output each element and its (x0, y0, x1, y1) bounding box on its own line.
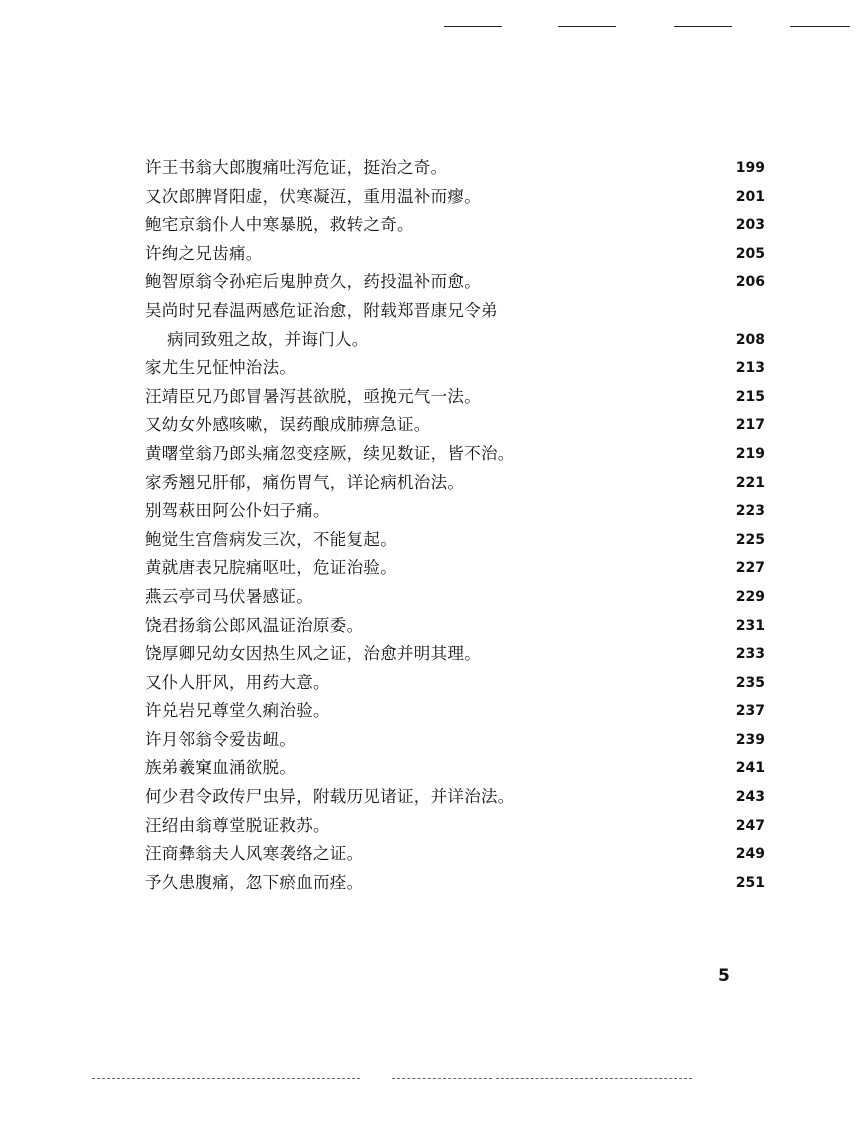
toc-entry-title (145, 440, 515, 469)
toc-entry-title-line: 予久患腹痛，忽下瘀血而痊。 (145, 872, 364, 892)
toc-entry-title (145, 297, 498, 354)
toc-entry (145, 640, 765, 669)
toc-entry-title-line: 黄曙堂翁乃郎头痛忽变痉厥，续见数证，皆不治。 (145, 443, 515, 463)
toc-entry-title (145, 497, 330, 526)
toc-entry-page: 237 (735, 703, 765, 720)
toc-entry-page: 249 (735, 846, 765, 863)
toc-entry (145, 268, 765, 297)
toc-entry-page: 233 (735, 646, 765, 663)
toc-entry-page: 215 (735, 388, 765, 405)
toc-entry-page: 201 (735, 188, 765, 205)
toc-entry-title (145, 526, 397, 555)
toc-entry-page: 231 (735, 617, 765, 634)
scan-noise-3 (496, 1078, 692, 1080)
toc-entry-title (145, 268, 481, 297)
toc-entry-page: 223 (735, 503, 765, 520)
toc-entry-title (145, 812, 330, 841)
toc-entry-title-line: 别驾萩田阿公仆妇子痛。 (145, 501, 330, 521)
toc-entry (145, 469, 765, 498)
toc-entry-title (145, 383, 481, 412)
toc-entry-title-line: 黄就唐表兄脘痛呕吐，危证治验。 (145, 558, 397, 578)
toc-entry (145, 154, 765, 183)
toc-entry (145, 411, 765, 440)
toc-entry-title (145, 354, 296, 383)
toc-entry (145, 840, 765, 869)
toc-entry-title (145, 469, 464, 498)
toc-entry (145, 669, 765, 698)
toc-entry (145, 526, 765, 555)
toc-entry-title (145, 640, 481, 669)
toc-entry-page: 213 (735, 360, 765, 377)
toc-entry-page: 208 (735, 331, 765, 348)
toc-entry-title (145, 554, 397, 583)
toc-entry-title-line: 吴尚时兄春温两感危证治愈，附载郑晋康兄令弟 (145, 300, 498, 320)
toc-entry-title (145, 612, 363, 641)
toc-entry-title-line: 汪绍由翁尊堂脱证救苏。 (145, 815, 330, 835)
toc-entry (145, 440, 765, 469)
toc-entry (145, 783, 765, 812)
toc-entry-page: 235 (735, 674, 765, 691)
toc-entry-title-line: 鲍觉生宫詹病发三次，不能复起。 (145, 529, 397, 549)
header-rule-4 (790, 26, 850, 27)
toc-entry (145, 211, 765, 240)
toc-entry-title (145, 754, 296, 783)
toc-entry-page: 247 (735, 817, 765, 834)
toc-entry (145, 697, 765, 726)
toc-entry-page: 227 (735, 560, 765, 577)
toc-entry-title-line: 鲍宅京翁仆人中寒暴脱，救转之奇。 (145, 215, 414, 235)
toc-entry-title-line: 又幼女外感咳嗽，误药酿成肺痹急证。 (145, 415, 431, 435)
header-rule-1 (444, 26, 502, 27)
header-rule-2 (558, 26, 616, 27)
toc-entry (145, 554, 765, 583)
toc-entry-title (145, 411, 431, 440)
scan-noise-2 (392, 1078, 492, 1080)
toc-entry-title-line: 家尤生兄怔忡治法。 (145, 358, 297, 378)
toc-entry (145, 612, 765, 641)
toc-entry-page: 225 (735, 531, 765, 548)
toc-entry-page: 221 (735, 474, 765, 491)
toc-entry-title-line: 鲍智原翁令孙疟后鬼肿贲久，药投温补而愈。 (145, 272, 481, 292)
toc-entry (145, 812, 765, 841)
toc-entry-title (145, 240, 263, 269)
toc-entry-title-line: 饶厚卿兄幼女因热生风之证，治愈并明其理。 (145, 644, 481, 664)
toc-entry-title-line: 许绚之兄齿痛。 (145, 243, 263, 263)
toc-entry-title-line: 许兑岩兄尊堂久痢治验。 (145, 701, 330, 721)
toc-entry (145, 726, 765, 755)
toc-entry-title-line: 族弟羲窠血涌欲脱。 (145, 758, 297, 778)
toc-entry-page: 203 (735, 217, 765, 234)
toc-entry-title (145, 583, 313, 612)
toc-entry-title (145, 183, 481, 212)
toc-entry (145, 240, 765, 269)
toc-entry-page: 199 (735, 160, 765, 176)
page-number: 5 (718, 966, 730, 986)
toc-entry-title (145, 783, 515, 812)
toc-entry-title-line: 许月邻翁令爱齿衄。 (145, 729, 297, 749)
toc-entry-title-line: 许王书翁大郎腹痛吐泻危证，挺治之奇。 (145, 158, 448, 177)
toc-entry (145, 354, 765, 383)
toc-entry-title (145, 840, 363, 869)
toc-entry-title-line: 又次郎脾肾阳虚，伏寒凝沍，重用温补而瘳。 (145, 186, 481, 206)
toc-entry-title (145, 726, 296, 755)
toc-entry-title-line: 家秀翘兄肝郁，痛伤胃气，详论病机治法。 (145, 472, 465, 492)
toc-entry (145, 383, 765, 412)
toc-entry-page: 251 (735, 874, 765, 891)
toc-entry-page: 219 (735, 445, 765, 462)
toc-entry-title (145, 211, 414, 240)
toc-entry-title-line: 又仆人肝风，用药大意。 (145, 672, 330, 692)
toc-entry (145, 497, 765, 526)
toc-entry (145, 183, 765, 212)
toc-entry-title (145, 869, 363, 898)
scan-noise-1 (92, 1078, 360, 1080)
toc-entry-title-line: 病同致殂之故，并诲门人。 (167, 329, 369, 349)
toc-entry-page: 229 (735, 588, 765, 605)
toc-entry-page: 243 (735, 789, 765, 806)
toc-entry-title-line: 燕云亭司马伏暑感证。 (145, 586, 313, 606)
toc-entry-title-line: 汪靖臣兄乃郎冒暑泻甚欲脱，亟挽元气一法。 (145, 386, 481, 406)
toc-entry-title (145, 669, 330, 698)
toc-entry-page: 206 (735, 274, 765, 291)
toc-entry-title (145, 697, 330, 726)
toc-entry-page: 217 (735, 417, 765, 434)
table-of-contents (145, 154, 765, 897)
toc-entry-page: 239 (735, 731, 765, 748)
toc-entry-page: 205 (735, 245, 765, 262)
toc-entry-page: 241 (735, 760, 765, 777)
toc-entry-title-line: 汪商彝翁夫人风寒袭络之证。 (145, 844, 364, 864)
toc-entry-title-line: 饶君扬翁公郎风温证治原委。 (145, 615, 364, 635)
toc-entry (145, 297, 765, 354)
toc-entry-title (145, 154, 447, 183)
toc-entry (145, 754, 765, 783)
toc-entry (145, 583, 765, 612)
toc-entry (145, 869, 765, 898)
header-rule-3 (674, 26, 732, 27)
toc-entry-title-line: 何少君令政传尸虫异，附载历见诸证，并详治法。 (145, 787, 515, 807)
